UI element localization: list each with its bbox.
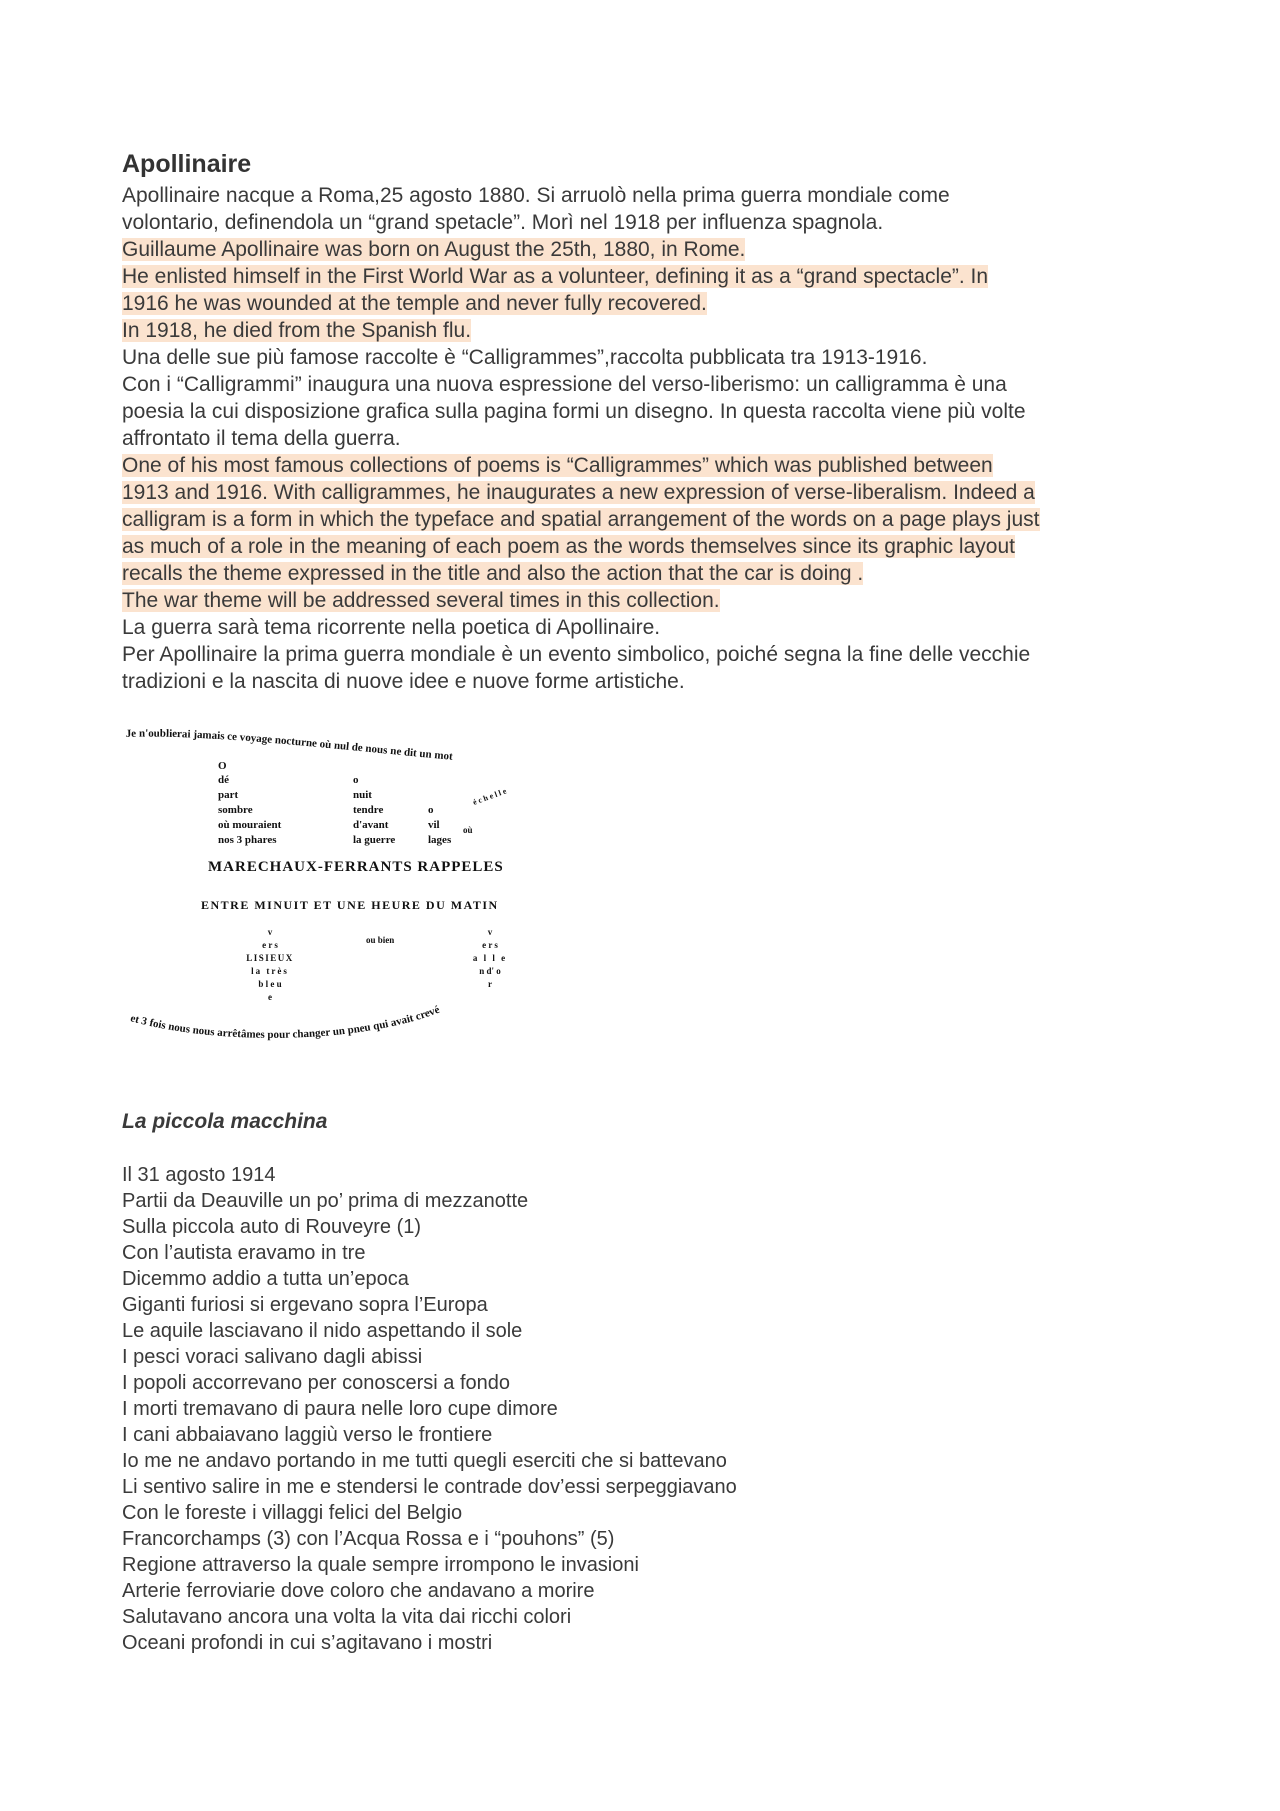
text-line: Una delle sue più famose raccolte è “Calligrammes”,raccolta pubblicata tra 1913-1916. [122,346,928,369]
poem-line: Con l’autista eravamo in tre [122,1242,366,1264]
calligram-word: la guerre [353,834,396,846]
intro-english-highlighted [122,236,1172,344]
calligram-word: LISIEUX [246,953,294,963]
text-line: Guillaume Apollinaire was born on August the 25th, 1880, in Rome. [122,238,746,261]
intro-italian [122,182,1172,236]
calligram-word: n d' o [479,966,501,976]
text-line: In 1918, he died from the Spanish flu. [122,319,472,342]
calligram-word: e r s [262,940,278,950]
poem-line: Sulla piccola auto di Rouveyre (1) [122,1216,422,1238]
poem-line: Le aquile lasciavano il nido aspettando il sole [122,1320,523,1342]
calligram-word: b l e u [258,979,282,989]
calligram-word: lages [428,834,452,846]
poem-line: Salutavano ancora una volta la vita dai ricchi colori [122,1606,572,1628]
calligram-top-arc: Je n'oublierai jamais ce voyage nocturne où nul de nous ne dit un mot [125,727,454,763]
poem-line: Partii da Deauville un po’ prima di mezzanotte [122,1190,529,1212]
poem-line: I cani abbaiavano laggiù verso le frontiere [122,1424,493,1446]
text-line: volontario, definendola un “grand spetacle”. Morì nel 1918 per influenza spagnola. [122,211,884,234]
text-line: Per Apollinaire la prima guerra mondiale è un evento simbolico, poiché segna la fine delle vecchie [122,643,1031,666]
poem-line: Giganti furiosi si ergevano sopra l’Europa [122,1294,488,1316]
calligram-word: nos 3 phares [218,834,277,846]
text-line: 1913 and 1916. With calligrammes, he inaugurates a new expression of verse-liberalism. Indeed a [122,481,1035,504]
calligram-column-1 [218,760,282,846]
text-line: La guerra sarà tema ricorrente nella poetica di Apollinaire. [122,616,661,639]
text-line: One of his most famous collections of poems is “Calligrammes” which was published between [122,454,993,477]
poem-title: La piccola macchina [122,1110,328,1133]
calligram-word: O [218,760,227,772]
poem-line: Oceani profondi in cui s’agitavano i mostri [122,1632,493,1654]
poem-line: I pesci voraci salivano dagli abissi [122,1346,423,1368]
text-line: tradizioni e la nascita di nuove idee e nuove forme artistiche. [122,670,685,693]
calligram-word: e [268,992,272,1002]
poem-line: I morti tremavano di paura nelle loro cupe dimore [122,1398,558,1420]
calligram-word: v [487,927,493,937]
calligram-word: dé [218,774,229,786]
calligrammes-english-highlighted [122,452,1172,614]
calligram-right-wheel [473,927,507,989]
calligram-image [118,721,638,1066]
calligram-word: la très [251,966,289,976]
calligram-left-wheel [246,927,294,1002]
calligram-column-3 [428,804,452,846]
text-line: He enlisted himself in the First World War as a volunteer, defining it as a “grand spectacle”. In [122,265,989,288]
calligrammes-italian [122,344,1172,452]
text-line: 1916 he was wounded at the temple and never fully recovered. [122,292,707,315]
text-line: as much of a role in the meaning of each poem as the words themselves since its graphic layout [122,535,1015,558]
poem-line: Arterie ferroviarie dove coloro che andavano a morire [122,1580,595,1602]
calligram-word: o [428,804,434,816]
poem-line: I popoli accorrevano per conoscersi a fondo [122,1372,511,1394]
calligram-circle-letters: échelle [471,785,510,807]
text-line: recalls the theme expressed in the title and also the action that the car is doing . [122,562,864,585]
calligram-column-2 [353,774,395,846]
poem-line: Io me ne andavo portando in me tutti quegli eserciti che si battevano [122,1450,727,1472]
text-line: calligram is a form in which the typeface and spatial arrangement of the words on a page plays just [122,508,1040,531]
text-line: poesia la cui disposizione grafica sulla pagina formi un disegno. In questa raccolta viene più volte [122,400,1026,423]
poem-line: Con le foreste i villaggi felici del Belgio [122,1502,463,1524]
calligram-word: e r s [482,940,498,950]
document-page [122,150,1172,1656]
text-line: Con i “Calligrammi” inaugura una nuova espressione del verso-liberismo: un calligramma è una [122,373,1007,396]
text-line: Apollinaire nacque a Roma,25 agosto 1880. Si arruolò nella prima guerra mondiale come [122,184,950,207]
poem-body [122,1162,1172,1656]
calligram-word: r [488,979,492,989]
war-theme-italian [122,614,1172,695]
calligram-word: nuit [353,789,372,801]
poem-line: Li sentivo salire in me e stendersi le contrade dov’essi serpeggiavano [122,1476,737,1498]
calligram-word: où mouraient [218,819,282,831]
poem-line: Dicemmo addio a tutta un’epoca [122,1268,409,1290]
calligram-middle-line: ENTRE MINUIT ET UNE HEURE DU MATIN [201,898,499,912]
calligram-word: v [267,927,273,937]
text-line: affrontato il tema della guerra. [122,427,401,450]
poem-line: Il 31 agosto 1914 [122,1164,276,1186]
calligram-bottom-arc: et 3 fois nous nous arrêtâmes pour changer un pneu qui avait crevé [129,1003,442,1041]
calligram-word: tendre [353,804,384,816]
calligram-word: où [463,825,473,835]
poem-line: Regione attraverso la quale sempre irrompono le invasioni [122,1554,639,1576]
calligram-word: d'avant [353,819,389,831]
page-title: Apollinaire [122,150,252,178]
calligram-word: part [218,789,239,801]
calligram-word: sombre [218,804,253,816]
calligram-word: vil [428,819,440,831]
calligram-word: a l l e [472,953,508,963]
poem-line: Francorchamps (3) con l’Acqua Rossa e i “pouhons” (5) [122,1528,615,1550]
calligram-word: ou bien [366,935,395,945]
calligram-word: o [353,774,359,786]
calligram-big-line: MARECHAUX-FERRANTS RAPPELES [208,859,504,875]
text-line: The war theme will be addressed several times in this collection. [122,589,720,612]
